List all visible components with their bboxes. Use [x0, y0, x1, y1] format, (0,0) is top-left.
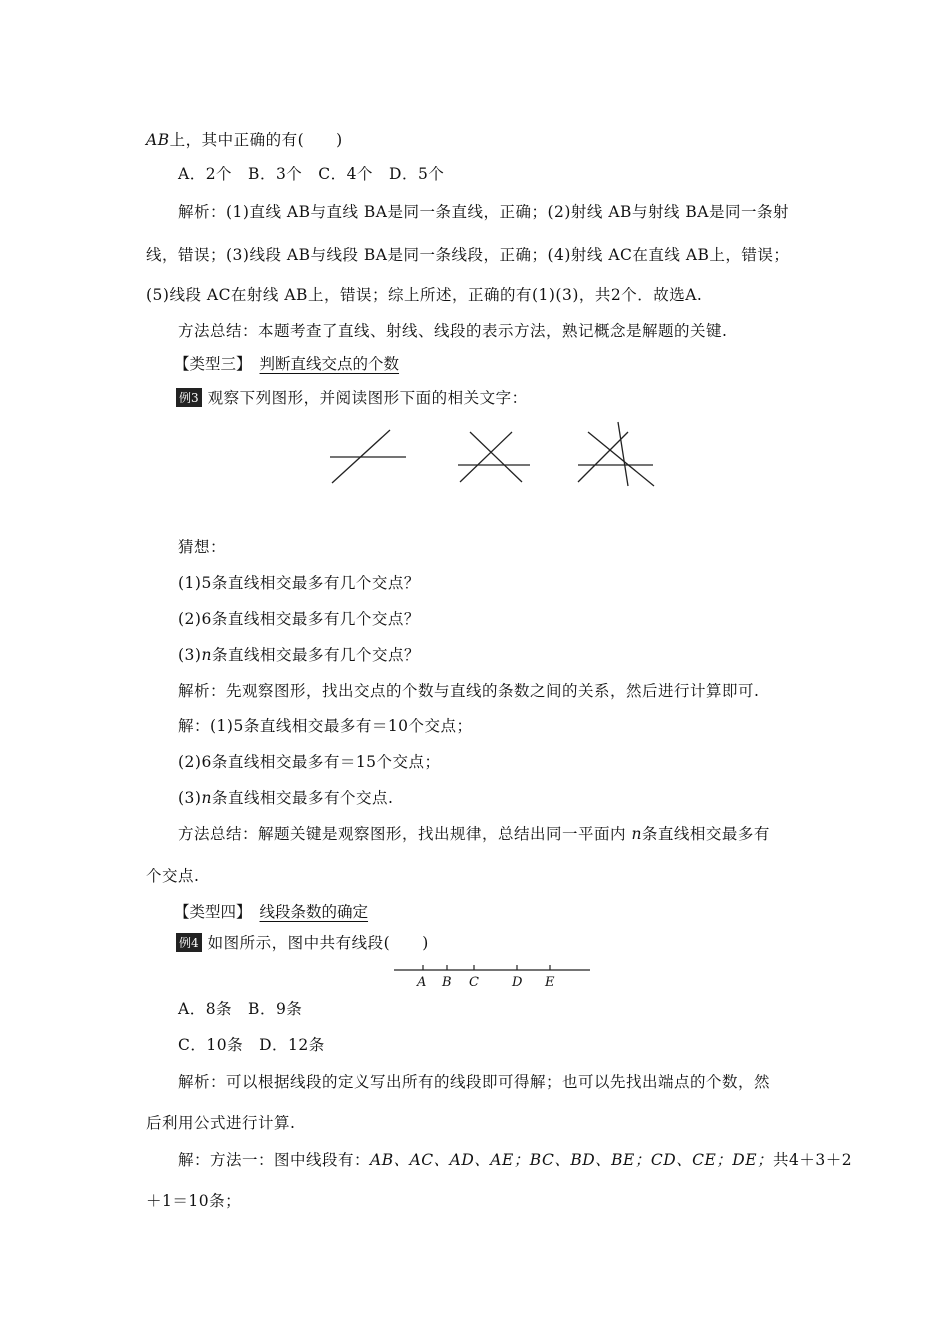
guess-label: 猜想：	[178, 538, 227, 556]
section-heading-type3	[174, 352, 399, 374]
ex3-answer-1: 解：(1)5条直线相交最多有＝10个交点；	[178, 717, 473, 735]
point-label-e: E	[545, 975, 555, 990]
method-variable: n	[631, 825, 642, 843]
q3-prefix: (3)	[178, 646, 202, 664]
analysis-line-1: 解析：(1)直线 AB与直线 BA是同一条直线，正确；(2)射线 AB与射线 BA是同一条射	[178, 203, 789, 221]
point-label-c: C	[469, 975, 479, 990]
ex3-method-line-2: 个交点.	[146, 867, 200, 885]
example-stem-text: 观察下列图形，并阅读图形下面的相关文字：	[207, 389, 528, 407]
point-label-a: A	[417, 975, 427, 990]
two-lines-diagram	[330, 430, 406, 483]
ex3-answer-2: (2)6条直线相交最多有＝15个交点；	[178, 753, 441, 771]
ex4-analysis-2: 后利用公式进行计算.	[146, 1114, 296, 1132]
q3-text: 条直线相交最多有几个交点？	[211, 646, 420, 664]
segment-label: AB	[146, 131, 170, 149]
ex4-solution-1	[178, 1148, 852, 1170]
ex4-solution-2: ＋1＝10条；	[146, 1192, 242, 1210]
ex4-analysis-1: 解析：可以根据线段的定义写出所有的线段即可得解；也可以先找出端点的个数，然	[178, 1073, 771, 1091]
q3-variable: n	[201, 646, 212, 664]
analysis-line-3: (5)线段 AC在射线 AB上，错误；综上所述，正确的有(1)(3)，共2个．故选A.	[146, 286, 703, 304]
example-badge: 例4	[176, 933, 202, 952]
answer-options: A．2个 B．3个 C．4个 D．5个	[178, 165, 445, 183]
guess-q2: (2)6条直线相交最多有几个交点？	[178, 610, 420, 628]
section-title: 线段条数的确定	[259, 903, 369, 921]
a3-prefix: (3)	[178, 789, 202, 807]
solution-sum: 共4＋3＋2	[773, 1151, 853, 1169]
example-4-stem	[176, 931, 429, 953]
example-badge: 例3	[176, 388, 202, 407]
section-heading-type4	[174, 900, 368, 922]
ex4-options-1: A．8条 B．9条	[178, 1000, 303, 1018]
ex3-method-line-1	[178, 822, 770, 844]
a3-text: 条直线相交最多有个交点.	[211, 789, 394, 807]
method-summary: 方法总结：本题考查了直线、射线、线段的表示方法，熟记概念是解题的关键.	[178, 322, 728, 340]
point-label-b: B	[442, 975, 452, 990]
question-tail	[146, 128, 343, 150]
solution-segments: AB、AC、AD、AE；BC、BD、BE；CD、CE；DE；	[370, 1151, 774, 1169]
guess-q1: (1)5条直线相交最多有几个交点？	[178, 574, 420, 592]
section-bracket: 【类型三】	[174, 355, 252, 373]
example-stem-text: 如图所示，图中共有线段( )	[207, 934, 429, 952]
example-3-stem	[176, 386, 528, 408]
analysis-line-2: 线，错误；(3)线段 AB与线段 BA是同一条线段，正确；(4)射线 AC在直线 AB上，错误；	[146, 246, 790, 264]
guess-q3	[178, 643, 420, 665]
point-label-d: D	[512, 975, 523, 990]
segment-points-figure	[390, 962, 595, 992]
ex3-answer-3	[178, 786, 393, 808]
solution-prefix: 解：方法一：图中线段有：	[178, 1151, 371, 1169]
intersecting-lines-figure	[320, 420, 665, 492]
three-lines-diagram	[458, 432, 530, 482]
method-text: 条直线相交最多有	[641, 825, 770, 843]
question-tail-text: 上，其中正确的有( )	[169, 131, 343, 149]
ex3-analysis: 解析：先观察图形，找出交点的个数与直线的条数之间的关系，然后进行计算即可.	[178, 682, 760, 700]
a3-variable: n	[201, 789, 212, 807]
ex4-options-2: C．10条 D．12条	[178, 1036, 325, 1054]
section-bracket: 【类型四】	[174, 903, 252, 921]
section-title: 判断直线交点的个数	[259, 355, 400, 373]
four-lines-diagram	[578, 422, 654, 486]
method-prefix: 方法总结：解题关键是观察图形，找出规律，总结出同一平面内	[178, 825, 632, 843]
